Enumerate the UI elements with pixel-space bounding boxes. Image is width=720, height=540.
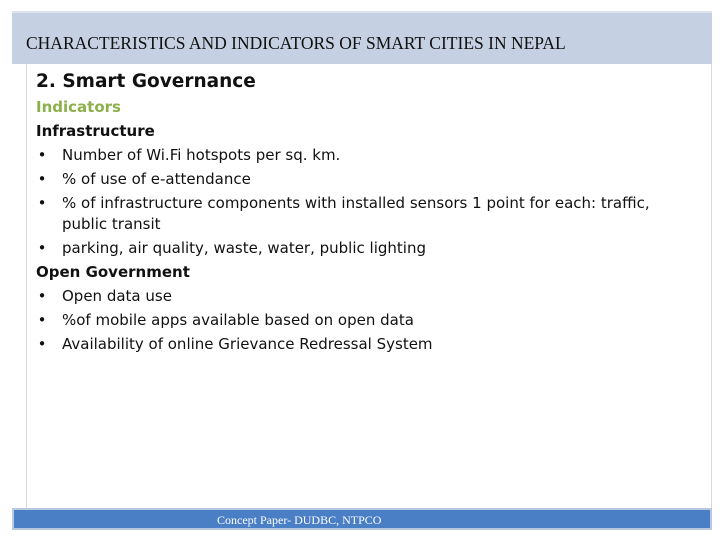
list-item-text: % of use of e-attendance xyxy=(62,170,251,188)
bullet-icon: • xyxy=(37,194,47,212)
list-item-text: Availability of online Grievance Redressal System xyxy=(62,335,433,353)
list-item xyxy=(36,332,712,356)
slide-title-bar xyxy=(12,11,712,64)
bullet-icon: • xyxy=(37,311,47,329)
list-item-text: Open data use xyxy=(62,287,172,305)
list-item xyxy=(36,236,712,260)
footer-text: Concept Paper- DUDBC, NTPCO xyxy=(217,513,382,527)
group-heading-infrastructure: Infrastructure xyxy=(36,122,155,140)
bullet-icon: • xyxy=(37,170,47,188)
list-item xyxy=(36,143,712,167)
bullet-icon: • xyxy=(37,287,47,305)
slide-body xyxy=(36,68,712,356)
slide-title: CHARACTERISTICS AND INDICATORS OF SMART CITIES IN NEPAL xyxy=(26,33,566,53)
list-item xyxy=(36,308,712,332)
list-item xyxy=(36,284,712,308)
list-item-text: %of mobile apps available based on open data xyxy=(62,311,414,329)
list-item-text: % of infrastructure components with installed sensors 1 point for each: traffic, xyxy=(62,194,650,212)
list-item-continuation: public transit xyxy=(62,215,161,233)
open-government-list xyxy=(36,284,712,356)
bullet-icon: • xyxy=(37,239,47,257)
list-item-text: Number of Wi.Fi hotspots per sq. km. xyxy=(62,146,341,164)
group-heading-open-government: Open Government xyxy=(36,263,190,281)
bullet-icon: • xyxy=(37,335,47,353)
bullet-icon: • xyxy=(37,146,47,164)
indicators-label: Indicators xyxy=(36,98,121,116)
list-item-text: parking, air quality, waste, water, public lighting xyxy=(62,239,426,257)
list-item xyxy=(36,191,712,233)
list-item xyxy=(36,167,712,191)
section-heading: 2. Smart Governance xyxy=(36,71,256,92)
infrastructure-list xyxy=(36,143,712,260)
slide-footer-bar xyxy=(12,508,712,530)
